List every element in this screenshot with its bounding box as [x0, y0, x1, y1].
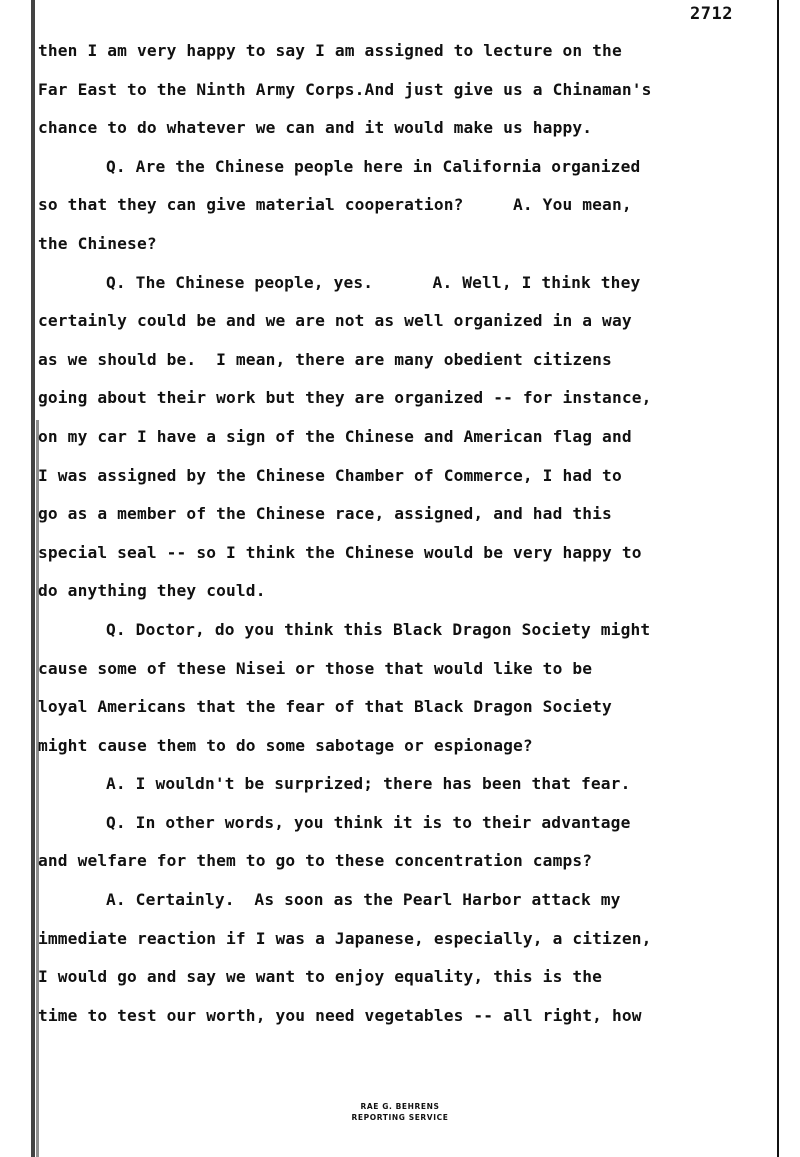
transcript-line: loyal Americans that the fear of that Black Dragon Society: [38, 697, 612, 717]
transcript-line: immediate reaction if I was a Japanese, especially, a citizen,: [38, 928, 652, 948]
transcript-line: on my car I have a sign of the Chinese and American flag and: [38, 426, 632, 446]
transcript-line: A. I wouldn't be surprized; there has been that fear.: [106, 774, 631, 794]
transcript-body: [38, 38, 768, 1041]
page-number: 2712: [690, 4, 733, 24]
transcript-line: A. Certainly. As soon as the Pearl Harbor attack my: [106, 890, 621, 910]
transcript-line: go as a member of the Chinese race, assigned, and had this: [38, 504, 612, 524]
reporter-name: RAE G. BEHRENS: [360, 1102, 440, 1111]
transcript-line: I would go and say we want to enjoy equality, this is the: [38, 967, 603, 987]
transcript-line: as we should be. I mean, there are many obedient citizens: [38, 349, 612, 369]
transcript-line: do anything they could.: [38, 581, 266, 601]
transcript-line: and welfare for them to go to these concentration camps?: [38, 851, 593, 871]
reporter-service: REPORTING SERVICE: [351, 1113, 449, 1122]
transcript-line: cause some of these Nisei or those that would like to be: [38, 658, 593, 678]
transcript-line: Q. Doctor, do you think this Black Dragon Society might: [106, 619, 651, 639]
transcript-line: so that they can give material cooperation? A. You mean,: [38, 195, 632, 215]
transcript-line: time to test our worth, you need vegetables -- all right, how: [38, 1005, 642, 1025]
transcript-line: Q. The Chinese people, yes. A. Well, I think they: [106, 272, 641, 292]
binding-shadow-edge: [31, 0, 35, 1157]
reporter-footer: [300, 1101, 500, 1123]
transcript-line: chance to do whatever we can and it would make us happy.: [38, 118, 593, 138]
right-margin-rule: [777, 0, 779, 1157]
transcript-line: Far East to the Ninth Army Corps.And just give us a Chinaman's: [38, 79, 652, 99]
transcript-line: special seal -- so I think the Chinese would be very happy to: [38, 542, 642, 562]
transcript-line: Q. Are the Chinese people here in California organized: [106, 156, 641, 176]
transcript-line: the Chinese?: [38, 233, 157, 253]
transcript-line: going about their work but they are organized -- for instance,: [38, 388, 652, 408]
transcript-line: then I am very happy to say I am assigned to lecture on the: [38, 41, 622, 60]
transcript-line: Q. In other words, you think it is to their advantage: [106, 812, 631, 832]
transcript-line: certainly could be and we are not as well organized in a way: [38, 311, 632, 331]
transcript-line: might cause them to do some sabotage or espionage?: [38, 735, 533, 755]
transcript-line: I was assigned by the Chinese Chamber of Commerce, I had to: [38, 465, 622, 485]
